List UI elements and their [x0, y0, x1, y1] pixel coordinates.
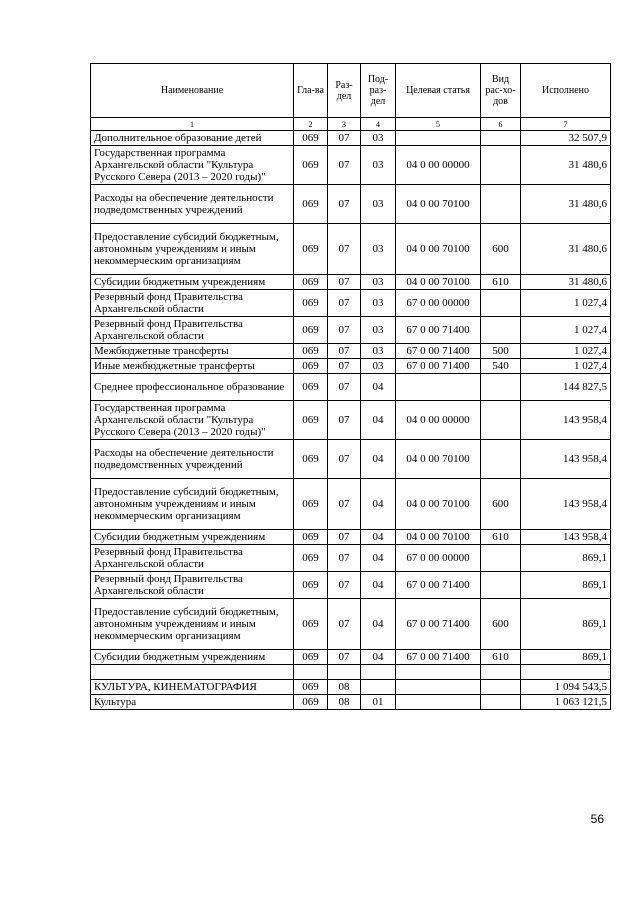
cell-razdel: 07 [328, 599, 361, 650]
cell-target-article: 04 0 00 70100 [396, 479, 481, 530]
table-row [91, 224, 611, 275]
cell-glava: 069 [294, 530, 328, 545]
cell-amount: 31 480,6 [521, 224, 611, 275]
cell-expense-type: 610 [481, 650, 521, 665]
cell-podrazdel: 03 [361, 224, 396, 275]
cell-podrazdel [361, 680, 396, 695]
cell-name: Предоставление субсидий бюджетным, автономным учреждениям и иным некоммерческим организациям [91, 479, 294, 530]
cell-expense-type [481, 572, 521, 599]
column-number-row [91, 118, 611, 131]
cell-amount: 143 958,4 [521, 479, 611, 530]
cell-amount: 31 480,6 [521, 185, 611, 224]
cell-podrazdel: 04 [361, 650, 396, 665]
cell-expense-type: 610 [481, 530, 521, 545]
cell-expense-type [481, 317, 521, 344]
cell-expense-type: 600 [481, 224, 521, 275]
budget-table [90, 63, 611, 710]
header-podrazdel: Под-раз-дел [361, 64, 396, 118]
cell-glava: 069 [294, 695, 328, 710]
cell-glava: 069 [294, 572, 328, 599]
header-celevaya: Целевая статья [396, 64, 481, 118]
cell-amount: 32 507,9 [521, 131, 611, 146]
header-glava: Гла-ва [294, 64, 328, 118]
cell-amount [521, 665, 611, 680]
cell-target-article [396, 374, 481, 401]
cell-glava: 069 [294, 599, 328, 650]
header-name: Наименование [91, 64, 294, 118]
cell-podrazdel: 03 [361, 131, 396, 146]
cell-target-article: 67 0 00 00000 [396, 290, 481, 317]
cell-razdel: 07 [328, 275, 361, 290]
cell-glava: 069 [294, 479, 328, 530]
cell-razdel: 07 [328, 650, 361, 665]
cell-target-article: 04 0 00 70100 [396, 275, 481, 290]
cell-expense-type [481, 665, 521, 680]
cell-target-article: 67 0 00 71400 [396, 359, 481, 374]
cell-name: Расходы на обеспечение деятельности подведомственных учреждений [91, 185, 294, 224]
cell-amount: 869,1 [521, 650, 611, 665]
cell-name: Среднее профессиональное образование [91, 374, 294, 401]
cell-expense-type [481, 401, 521, 440]
cell-amount: 143 958,4 [521, 440, 611, 479]
cell-name: Субсидии бюджетным учреждениям [91, 530, 294, 545]
cell-amount: 31 480,6 [521, 146, 611, 185]
cell-glava: 069 [294, 317, 328, 344]
cell-glava: 069 [294, 545, 328, 572]
table-row [91, 359, 611, 374]
cell-podrazdel: 03 [361, 146, 396, 185]
cell-name: Дополнительное образование детей [91, 131, 294, 146]
cell-expense-type: 600 [481, 599, 521, 650]
cell-name: Иные межбюджетные трансферты [91, 359, 294, 374]
cell-razdel: 07 [328, 185, 361, 224]
cell-razdel: 07 [328, 530, 361, 545]
cell-name: Межбюджетные трансферты [91, 344, 294, 359]
cell-glava: 069 [294, 185, 328, 224]
cell-glava: 069 [294, 359, 328, 374]
table-row [91, 680, 611, 695]
cell-podrazdel: 04 [361, 545, 396, 572]
table-row [91, 317, 611, 344]
cell-name: Предоставление субсидий бюджетным, автономным учреждениям и иным некоммерческим организациям [91, 599, 294, 650]
cell-podrazdel: 03 [361, 317, 396, 344]
table-row [91, 440, 611, 479]
cell-target-article: 67 0 00 00000 [396, 545, 481, 572]
cell-expense-type: 610 [481, 275, 521, 290]
cell-amount: 1 027,4 [521, 359, 611, 374]
cell-amount: 869,1 [521, 572, 611, 599]
column-number: 2 [294, 118, 328, 131]
cell-podrazdel: 03 [361, 275, 396, 290]
cell-razdel: 07 [328, 440, 361, 479]
cell-amount: 869,1 [521, 545, 611, 572]
cell-amount: 1 063 121,5 [521, 695, 611, 710]
cell-expense-type: 600 [481, 479, 521, 530]
cell-target-article: 67 0 00 71400 [396, 572, 481, 599]
cell-name: Государственная программа Архангельской области "Культура Русского Севера (2013 – 2020 годы)" [91, 146, 294, 185]
header-ispolneno: Исполнено [521, 64, 611, 118]
cell-glava: 069 [294, 290, 328, 317]
page-number: 56 [590, 812, 604, 826]
cell-amount: 1 027,4 [521, 290, 611, 317]
cell-razdel: 07 [328, 545, 361, 572]
cell-podrazdel: 03 [361, 344, 396, 359]
cell-name: КУЛЬТУРА, КИНЕМАТОГРАФИЯ [91, 680, 294, 695]
cell-glava: 069 [294, 374, 328, 401]
column-number: 3 [328, 118, 361, 131]
cell-amount: 31 480,6 [521, 275, 611, 290]
table-row [91, 131, 611, 146]
cell-amount: 143 958,4 [521, 530, 611, 545]
cell-name: Предоставление субсидий бюджетным, автономным учреждениям и иным некоммерческим организациям [91, 224, 294, 275]
table-row [91, 185, 611, 224]
cell-target-article: 67 0 00 71400 [396, 317, 481, 344]
cell-target-article [396, 680, 481, 695]
cell-podrazdel: 04 [361, 479, 396, 530]
table-row [91, 290, 611, 317]
cell-name: Субсидии бюджетным учреждениям [91, 650, 294, 665]
table-row [91, 401, 611, 440]
cell-target-article: 04 0 00 70100 [396, 185, 481, 224]
cell-razdel: 07 [328, 359, 361, 374]
cell-expense-type [481, 290, 521, 317]
cell-glava: 069 [294, 440, 328, 479]
cell-name: Культура [91, 695, 294, 710]
cell-glava: 069 [294, 224, 328, 275]
table-row [91, 344, 611, 359]
cell-name: Государственная программа Архангельской области "Культура Русского Севера (2013 – 2020 годы)" [91, 401, 294, 440]
column-number: 7 [521, 118, 611, 131]
column-number: 6 [481, 118, 521, 131]
cell-glava: 069 [294, 680, 328, 695]
cell-podrazdel [361, 665, 396, 680]
cell-podrazdel: 01 [361, 695, 396, 710]
table-body [91, 131, 611, 710]
cell-name [91, 665, 294, 680]
cell-podrazdel: 03 [361, 359, 396, 374]
cell-target-article: 67 0 00 71400 [396, 599, 481, 650]
cell-glava: 069 [294, 344, 328, 359]
cell-glava: 069 [294, 401, 328, 440]
cell-glava: 069 [294, 131, 328, 146]
table-header-row [91, 64, 611, 118]
cell-razdel: 08 [328, 680, 361, 695]
cell-target-article: 67 0 00 71400 [396, 344, 481, 359]
table-row [91, 650, 611, 665]
table-row [91, 599, 611, 650]
cell-name: Резервный фонд Правительства Архангельской области [91, 572, 294, 599]
table-row [91, 275, 611, 290]
cell-amount: 143 958,4 [521, 401, 611, 440]
table-row [91, 545, 611, 572]
cell-expense-type [481, 440, 521, 479]
cell-expense-type: 540 [481, 359, 521, 374]
table-row [91, 146, 611, 185]
cell-amount: 144 827,5 [521, 374, 611, 401]
cell-expense-type [481, 545, 521, 572]
cell-razdel: 07 [328, 401, 361, 440]
cell-glava [294, 665, 328, 680]
cell-target-article [396, 665, 481, 680]
cell-glava: 069 [294, 146, 328, 185]
cell-razdel: 07 [328, 317, 361, 344]
cell-podrazdel: 03 [361, 185, 396, 224]
cell-razdel: 07 [328, 344, 361, 359]
header-vid: Вид рас-хо-дов [481, 64, 521, 118]
table-row [91, 572, 611, 599]
cell-expense-type: 500 [481, 344, 521, 359]
cell-razdel: 07 [328, 479, 361, 530]
cell-podrazdel: 04 [361, 374, 396, 401]
cell-expense-type [481, 695, 521, 710]
cell-name: Резервный фонд Правительства Архангельской области [91, 290, 294, 317]
cell-target-article [396, 695, 481, 710]
cell-expense-type [481, 146, 521, 185]
header-razdel: Раз-дел [328, 64, 361, 118]
cell-podrazdel: 03 [361, 290, 396, 317]
cell-name: Резервный фонд Правительства Архангельской области [91, 317, 294, 344]
cell-glava: 069 [294, 650, 328, 665]
cell-razdel: 07 [328, 290, 361, 317]
cell-podrazdel: 04 [361, 401, 396, 440]
table-row [91, 665, 611, 680]
cell-target-article: 04 0 00 70100 [396, 440, 481, 479]
cell-razdel: 07 [328, 374, 361, 401]
cell-razdel: 07 [328, 224, 361, 275]
cell-razdel: 08 [328, 695, 361, 710]
cell-razdel: 07 [328, 146, 361, 185]
table-row [91, 479, 611, 530]
table-row [91, 695, 611, 710]
cell-target-article: 67 0 00 71400 [396, 650, 481, 665]
cell-target-article: 04 0 00 00000 [396, 146, 481, 185]
cell-name: Резервный фонд Правительства Архангельской области [91, 545, 294, 572]
table-row [91, 374, 611, 401]
table-row [91, 530, 611, 545]
cell-expense-type [481, 680, 521, 695]
cell-podrazdel: 04 [361, 530, 396, 545]
cell-expense-type [481, 131, 521, 146]
cell-target-article: 04 0 00 00000 [396, 401, 481, 440]
cell-target-article: 04 0 00 70100 [396, 530, 481, 545]
cell-amount: 1 027,4 [521, 317, 611, 344]
column-number: 1 [91, 118, 294, 131]
cell-razdel: 07 [328, 131, 361, 146]
column-number: 4 [361, 118, 396, 131]
cell-amount: 869,1 [521, 599, 611, 650]
cell-podrazdel: 04 [361, 440, 396, 479]
column-number: 5 [396, 118, 481, 131]
cell-razdel [328, 665, 361, 680]
cell-name: Субсидии бюджетным учреждениям [91, 275, 294, 290]
cell-expense-type [481, 374, 521, 401]
cell-target-article: 04 0 00 70100 [396, 224, 481, 275]
cell-amount: 1 027,4 [521, 344, 611, 359]
cell-target-article [396, 131, 481, 146]
cell-amount: 1 094 543,5 [521, 680, 611, 695]
cell-razdel: 07 [328, 572, 361, 599]
cell-glava: 069 [294, 275, 328, 290]
cell-expense-type [481, 185, 521, 224]
cell-podrazdel: 04 [361, 572, 396, 599]
cell-podrazdel: 04 [361, 599, 396, 650]
cell-name: Расходы на обеспечение деятельности подведомственных учреждений [91, 440, 294, 479]
